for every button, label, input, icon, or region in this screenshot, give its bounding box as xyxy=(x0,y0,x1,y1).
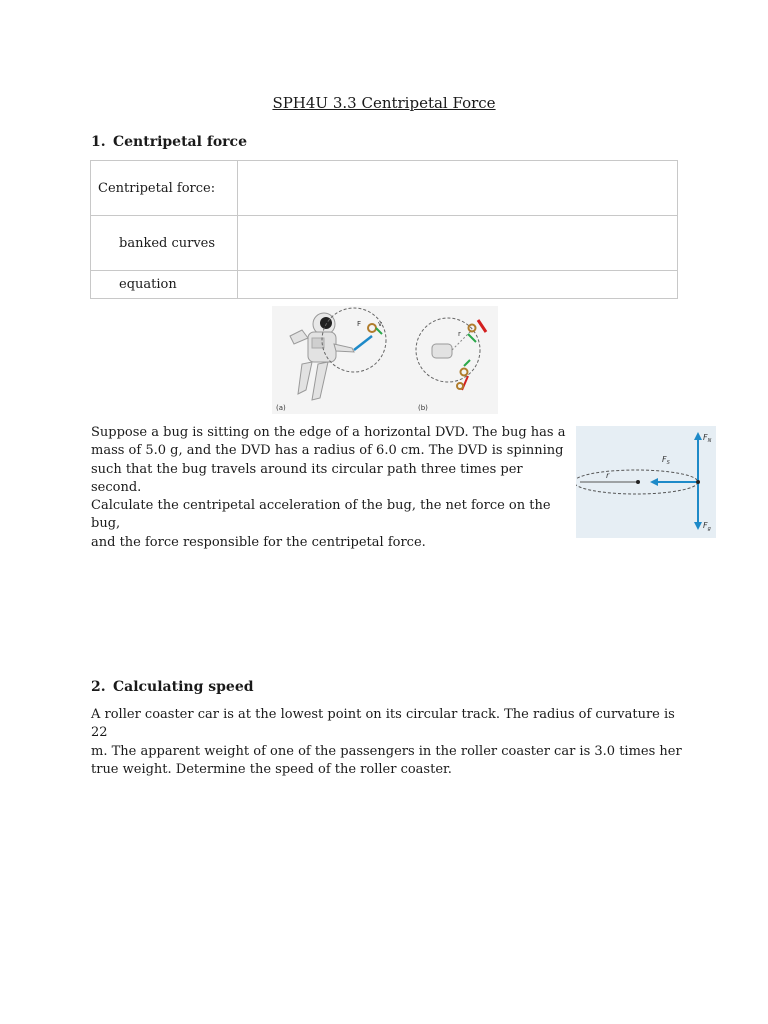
table-row xyxy=(91,161,678,216)
section-2-number: 2. xyxy=(91,679,106,695)
row-label-centripetal-force: Centripetal force: xyxy=(98,180,216,196)
roller-coaster-line: A roller coaster car is at the lowest point on its circular track. The radius of curvature is 22 xyxy=(91,707,675,741)
row-label-equation: equation xyxy=(119,277,177,292)
table-cell-value xyxy=(238,271,678,299)
section-2-heading xyxy=(91,679,254,695)
bug-problem-line: such that the bug travels around its circular path three times per second. xyxy=(91,461,523,495)
astronaut-figure xyxy=(272,306,498,414)
table-cell-value xyxy=(238,216,678,271)
table-row xyxy=(91,216,678,271)
figure-label-b: (b) xyxy=(418,404,428,412)
bug-problem-line: and the force responsible for the centripetal force. xyxy=(91,534,426,550)
astronaut-diagram xyxy=(272,306,498,414)
section-1-heading xyxy=(91,134,247,150)
section-2-title: Calculating speed xyxy=(113,679,254,695)
bug-problem-line: Calculate the centripetal acceleration of the bug, the net force on the bug, xyxy=(91,498,551,532)
section-1-number: 1. xyxy=(91,134,106,150)
roller-coaster-line: m. The apparent weight of one of the passengers in the roller coaster car is 3.0 times her xyxy=(91,743,682,759)
fg-label: $F_g$ xyxy=(703,521,711,532)
dvd-diagram xyxy=(576,426,716,538)
page-title: SPH4U 3.3 Centripetal Force xyxy=(272,94,496,112)
dvd-figure xyxy=(576,426,716,538)
table-cell-label xyxy=(91,271,238,299)
table-cell-label xyxy=(91,161,238,216)
velocity-label: v xyxy=(378,320,383,328)
figure-label-a: (a) xyxy=(276,404,286,412)
table-cell-label xyxy=(91,216,238,271)
roller-coaster-problem-text xyxy=(91,706,691,779)
force-label: F xyxy=(357,320,362,328)
fs-label: $F_S$ xyxy=(662,455,670,466)
radius-label: r xyxy=(458,330,461,338)
roller-coaster-line: true weight. Determine the speed of the roller coaster. xyxy=(91,761,452,777)
dvd-radius-label: r xyxy=(606,471,610,480)
row-label-banked-curves: banked curves xyxy=(119,235,216,251)
centripetal-force-table xyxy=(90,160,678,299)
center-dot xyxy=(636,480,640,484)
table-cell-value xyxy=(238,161,678,216)
bug-problem-text xyxy=(91,424,571,552)
table-row xyxy=(91,271,678,299)
bug-problem-line: mass of 5.0 g, and the DVD has a radius of 6.0 cm. The DVD is spinning xyxy=(91,443,564,459)
section-1-title: Centripetal force xyxy=(113,134,247,150)
bug-dot xyxy=(696,480,700,484)
bug-problem-line: Suppose a bug is sitting on the edge of a horizontal DVD. The bug has a xyxy=(91,425,566,440)
fn-label: $F_N$ xyxy=(703,433,712,444)
